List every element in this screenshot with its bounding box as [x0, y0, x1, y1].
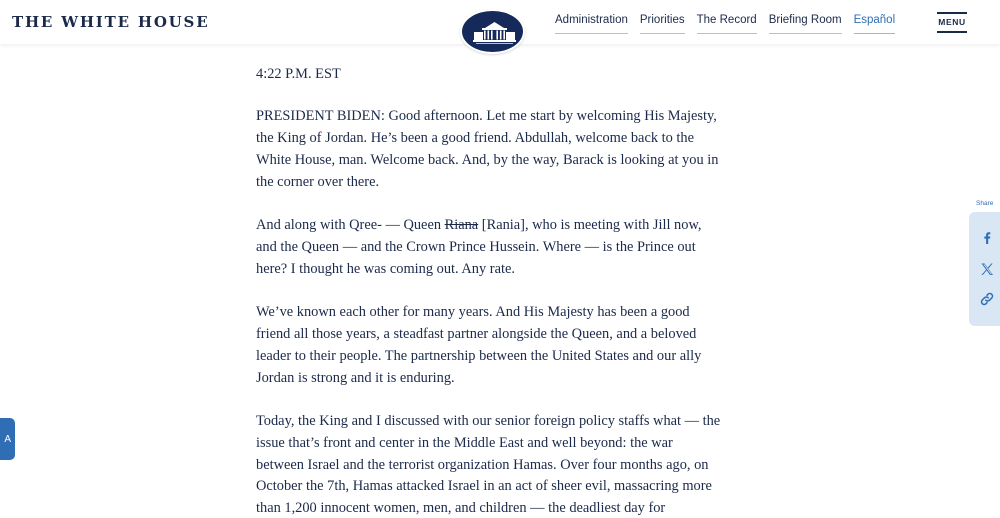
menu-bottom-bar — [937, 31, 967, 33]
white-house-building-icon — [462, 11, 527, 56]
paragraph-2 — [256, 215, 724, 280]
site-header — [0, 0, 1000, 44]
nav-priorities[interactable]: Priorities — [640, 14, 685, 34]
paragraph-3: We’ve known each other for many years. And His Majesty has been a good friend all those years, a steadfast partner alongside the Queen, and a beloved leader to their people. The partnership between the United States and our ally Jordan is strong and it is enduring. — [256, 304, 702, 386]
white-house-seal-logo[interactable] — [460, 9, 525, 54]
copy-link-button[interactable] — [977, 289, 997, 309]
facebook-icon — [980, 231, 994, 245]
nav-espanol[interactable]: Español — [854, 14, 896, 34]
paragraph-1: PRESIDENT BIDEN: Good afternoon. Let me start by welcoming His Majesty, the King of Jordan. He’s been a good friend. Abdullah, welcome back to the White House, man. Welcome back. And, by the way, Barack is looking at you in the corner over there. — [256, 108, 719, 190]
share-x-button[interactable] — [977, 259, 997, 279]
struck-text: Riana — [444, 217, 479, 234]
paragraph-4: Today, the King and I discussed with our senior foreign policy staffs what — the issue that’s front and center in the Middle East and well beyond: the war between Israel and the terrorist organization Hamas. Over four months ago, on October the 7th, Hamas attacked Israel in an act of sheer evil, massacring more than 1,200 innocent women, men, and children — the deadliest day for — [256, 412, 721, 517]
paragraph-2-text-a: And along with Qree- — Queen — [256, 217, 445, 234]
x-icon — [980, 262, 994, 276]
main-nav — [555, 14, 895, 34]
left-edge-tab[interactable] — [0, 418, 15, 460]
share-facebook-button[interactable] — [977, 228, 997, 248]
site-brand-link[interactable]: THE WHITE HOUSE — [12, 13, 210, 31]
paragraph-2-text-b: [Rania], who is meeting with Jill now, and the Queen — and the Crown Prince Hussein. Where — is the Prince out here? I thought he was coming out. Any rate. — [256, 217, 702, 277]
nav-briefing-room[interactable]: Briefing Room — [769, 14, 842, 34]
menu-button[interactable] — [937, 12, 969, 34]
menu-top-bar — [937, 12, 967, 14]
share-rail — [969, 212, 1000, 326]
menu-label: MENU — [938, 17, 966, 27]
left-edge-tab-glyph: A — [4, 433, 11, 445]
nav-the-record[interactable]: The Record — [697, 14, 757, 34]
article-time: 4:22 P.M. EST — [256, 66, 341, 82]
nav-administration[interactable]: Administration — [555, 14, 628, 34]
share-label: Share — [976, 200, 994, 207]
article-body — [256, 64, 724, 518]
link-icon — [980, 292, 994, 306]
